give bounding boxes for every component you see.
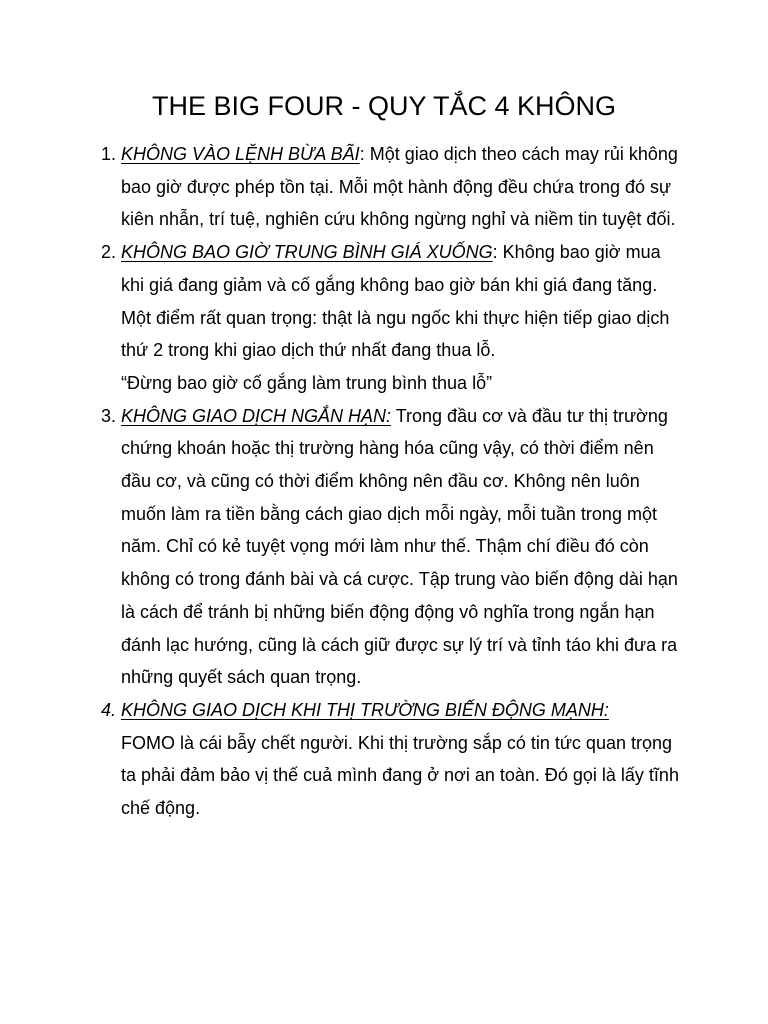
rule-item-3 (0, 400, 768, 694)
rule-number: 4. (101, 699, 117, 720)
rule-separator: : (359, 144, 365, 164)
document-title: THE BIG FOUR - QUY TẮC 4 KHÔNG (151, 91, 617, 121)
rule-heading: KHÔNG BAO GIỜ TRUNG BÌNH GIÁ XUỐNG (121, 242, 493, 263)
rule-number: 3. (101, 405, 117, 426)
rule-list (0, 138, 768, 825)
rule-body: FOMO là cái bẫy chết người. Khi thị trường sắp có tin tức quan trọng ta phải đảm bảo vị thế cuả mình đang ở nơi an toàn. Đó gọi là lấy tĩnh chế động. (121, 732, 679, 819)
rule-body: Một giao dịch theo cách may rủi không bao giờ được phép tồn tại. Mỗi một hành động đều chứa trong đó sự kiên nhẫn, trí tuệ, nghiên cứu không ngừng nghỉ và niềm tin tuyệt đối. (121, 144, 678, 230)
rule-separator: : (492, 242, 498, 263)
rule-item-1 (0, 138, 768, 236)
rule-heading: KHÔNG GIAO DỊCH NGẮN HẠN: (121, 405, 392, 426)
rule-item-4 (0, 694, 768, 825)
rule-number: 1. (101, 144, 117, 164)
rule-heading: KHÔNG GIAO DỊCH KHI THỊ TRƯỜNG BIẾN ĐỘNG MẠNH: (121, 699, 609, 720)
rule-quote: “Đừng bao giờ cố gắng làm trung bình thua lỗ” (121, 372, 493, 393)
rule-number: 2. (101, 242, 117, 263)
rule-body: Trong đầu cơ và đầu tư thị trường chứng khoán hoặc thị trường hàng hóa cũng vậy, có thời điểm nên đầu cơ, và cũng có thời điểm không nên đầu cơ. Không nên luôn muốn làm ra tiền bằng cách giao dịch mỗi ngày, mỗi tuần trong một năm. Chỉ có kẻ tuyệt vọng mới làm như thế. Thậm chí điều đó còn không có trong đánh bài và cá cược. Tập trung vào biến động dài hạn là cách để tránh bị những biến động động vô nghĩa trong ngắn hạn đánh lạc hướng, cũng là cách giữ được sự lý trí và tỉnh táo khi đưa ra những quyết sách quan trọng. (121, 405, 678, 688)
rule-body: Không bao giờ mua khi giá đang giảm và cố gắng không bao giờ bán khi giá đang tăng. Một điểm rất quan trọng: thật là ngu ngốc khi thực hiện tiếp giao dịch thứ 2 trong khi giao dịch thứ nhất đang thua lỗ. (121, 242, 670, 361)
rule-item-2 (0, 236, 768, 400)
rule-heading: KHÔNG VÀO LỆNH BỪA BÃI (121, 144, 360, 164)
